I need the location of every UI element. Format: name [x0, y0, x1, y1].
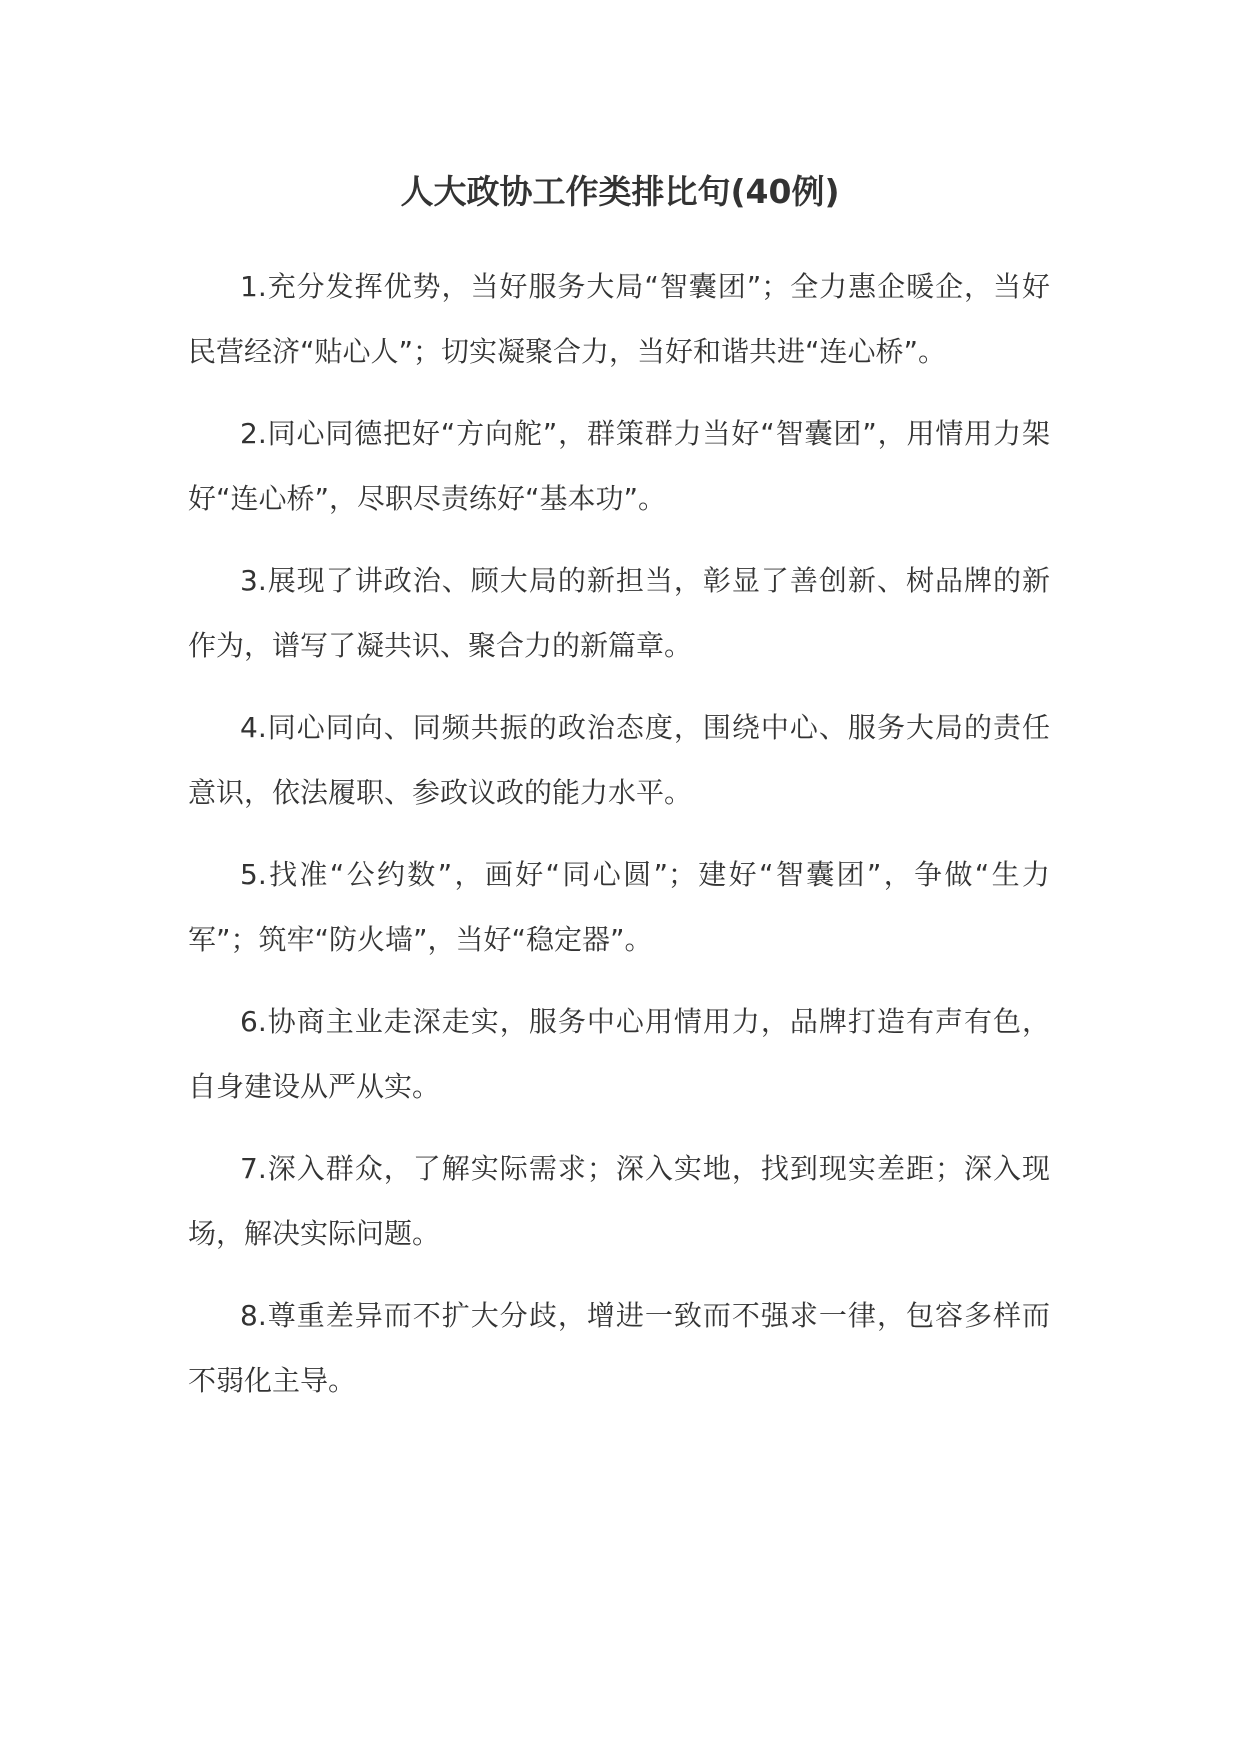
paragraph-8: 8.尊重差异而不扩大分歧，增进一致而不强求一律，包容多样而不弱化主导。	[188, 1299, 1050, 1397]
document-title: 人大政协工作类排比句(40例)	[400, 172, 840, 211]
document-body	[188, 254, 1050, 1430]
paragraph-5: 5.找准“公约数”，画好“同心圆”；建好“智囊团”，争做“生力军”；筑牢“防火墙”，当好“稳定器”。	[188, 858, 1050, 956]
paragraph-3: 3.展现了讲政治、顾大局的新担当，彰显了善创新、树品牌的新作为，谱写了凝共识、聚合力的新篇章。	[188, 564, 1050, 662]
paragraph-1: 1.充分发挥优势，当好服务大局“智囊团”；全力惠企暖企，当好民营经济“贴心人”；切实凝聚合力，当好和谐共进“连心桥”。	[188, 270, 1050, 368]
paragraph-2: 2.同心同德把好“方向舵”，群策群力当好“智囊团”，用情用力架好“连心桥”，尽职尽责练好“基本功”。	[188, 417, 1050, 515]
paragraph-6: 6.协商主业走深走实，服务中心用情用力，品牌打造有声有色，自身建设从严从实。	[188, 1005, 1050, 1103]
paragraph-4: 4.同心同向、同频共振的政治态度，围绕中心、服务大局的责任意识，依法履职、参政议政的能力水平。	[188, 711, 1050, 809]
paragraph-7: 7.深入群众，了解实际需求；深入实地，找到现实差距；深入现场，解决实际问题。	[188, 1152, 1050, 1250]
